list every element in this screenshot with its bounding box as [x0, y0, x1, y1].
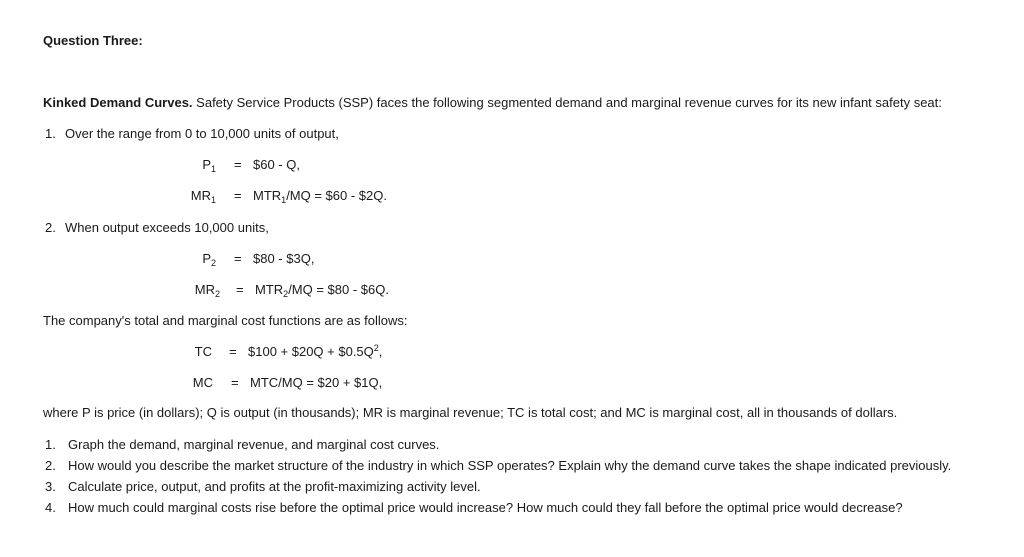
eq-tc-rhs-superscript: 2 — [373, 343, 379, 353]
eq-p1-equals: = — [234, 157, 242, 172]
eq-mr2-subscript: 2 — [214, 289, 220, 299]
eq-p2-equals: = — [234, 251, 242, 266]
eq-p2-symbol: P — [202, 251, 211, 266]
eq-mc-equals: = — [231, 375, 239, 390]
range2-item — [45, 220, 269, 236]
eq-mr2-rhs — [255, 282, 389, 298]
task-4-text: How much could marginal costs rise before the optimal price would increase? How much could they fall before the optimal price would decrease? — [68, 500, 903, 515]
intro-bold-label: Kinked Demand Curves. — [43, 95, 193, 110]
eq-mr1-equals: = — [234, 188, 242, 203]
eq-p2-subscript: 2 — [210, 258, 216, 268]
task-item-2 — [45, 458, 951, 474]
range1-text: Over the range from 0 to 10,000 units of output, — [65, 126, 339, 141]
eq-mr1-subscript: 1 — [210, 195, 216, 205]
range1-number: 1. — [45, 126, 56, 141]
eq-mr2-lhs — [160, 282, 220, 298]
eq-p1-rhs: $60 - Q, — [253, 157, 300, 172]
eq-mr1-rhs-a: MTR — [253, 188, 282, 203]
task-3-number: 3. — [45, 479, 56, 494]
range2-number: 2. — [45, 220, 56, 235]
eq-mc-rhs: MTC/MQ = $20 + $1Q, — [250, 375, 383, 390]
eq-mr2-rhs-subscript: 2 — [283, 289, 289, 299]
eq-mr1-symbol: MR — [190, 188, 211, 203]
eq-p2-rhs: $80 - $3Q, — [253, 251, 315, 266]
intro-text: Safety Service Products (SSP) faces the following segmented demand and marginal revenue curves for its new infant safety seat: — [196, 95, 942, 110]
task-2-number: 2. — [45, 458, 56, 473]
eq-tc-lhs: TC — [194, 344, 212, 359]
task-2-text: How would you describe the market structure of the industry in which SSP operates? Explain why the demand curve takes the shape indicated previously. — [68, 458, 952, 473]
range2-text: When output exceeds 10,000 units, — [65, 220, 269, 235]
range1-item — [45, 126, 339, 142]
eq-p1-lhs — [160, 157, 216, 173]
cost-intro: The company's total and marginal cost functions are as follows: — [43, 313, 408, 328]
task-item-3 — [45, 479, 481, 495]
eq-tc-rhs — [248, 344, 382, 360]
eq-tc-equals: = — [229, 344, 237, 359]
eq-p1-symbol: P — [202, 157, 211, 172]
eq-p2-lhs — [160, 251, 216, 267]
question-title: Question Three: — [43, 33, 143, 48]
definitions-text: where P is price (in dollars); Q is output (in thousands); MR is marginal revenue; TC is total cost; and MC is marginal cost, all in thousands of dollars. — [43, 405, 898, 420]
task-1-text: Graph the demand, marginal revenue, and marginal cost curves. — [68, 437, 440, 452]
eq-mr1-rhs-b: /MQ = $60 - $2Q. — [286, 188, 387, 203]
eq-tc-rhs-a: $100 + $20Q + $0.5Q — [248, 344, 374, 359]
task-3-text: Calculate price, output, and profits at the profit-maximizing activity level. — [68, 479, 481, 494]
task-item-4 — [45, 500, 903, 516]
task-item-1 — [45, 437, 439, 453]
task-1-number: 1. — [45, 437, 56, 452]
eq-mr2-equals: = — [236, 282, 244, 297]
eq-mr1-rhs — [253, 188, 387, 204]
intro-paragraph — [43, 95, 942, 111]
eq-tc-rhs-b: , — [378, 344, 383, 359]
eq-mr2-rhs-a: MTR — [255, 282, 284, 297]
eq-mr1-rhs-subscript: 1 — [281, 195, 287, 205]
eq-mr1-lhs — [160, 188, 216, 204]
eq-mr2-symbol: MR — [194, 282, 215, 297]
eq-p1-subscript: 1 — [210, 164, 216, 174]
eq-mr2-rhs-b: /MQ = $80 - $6Q. — [288, 282, 389, 297]
task-4-number: 4. — [45, 500, 56, 515]
eq-mc-lhs: MC — [192, 375, 213, 390]
